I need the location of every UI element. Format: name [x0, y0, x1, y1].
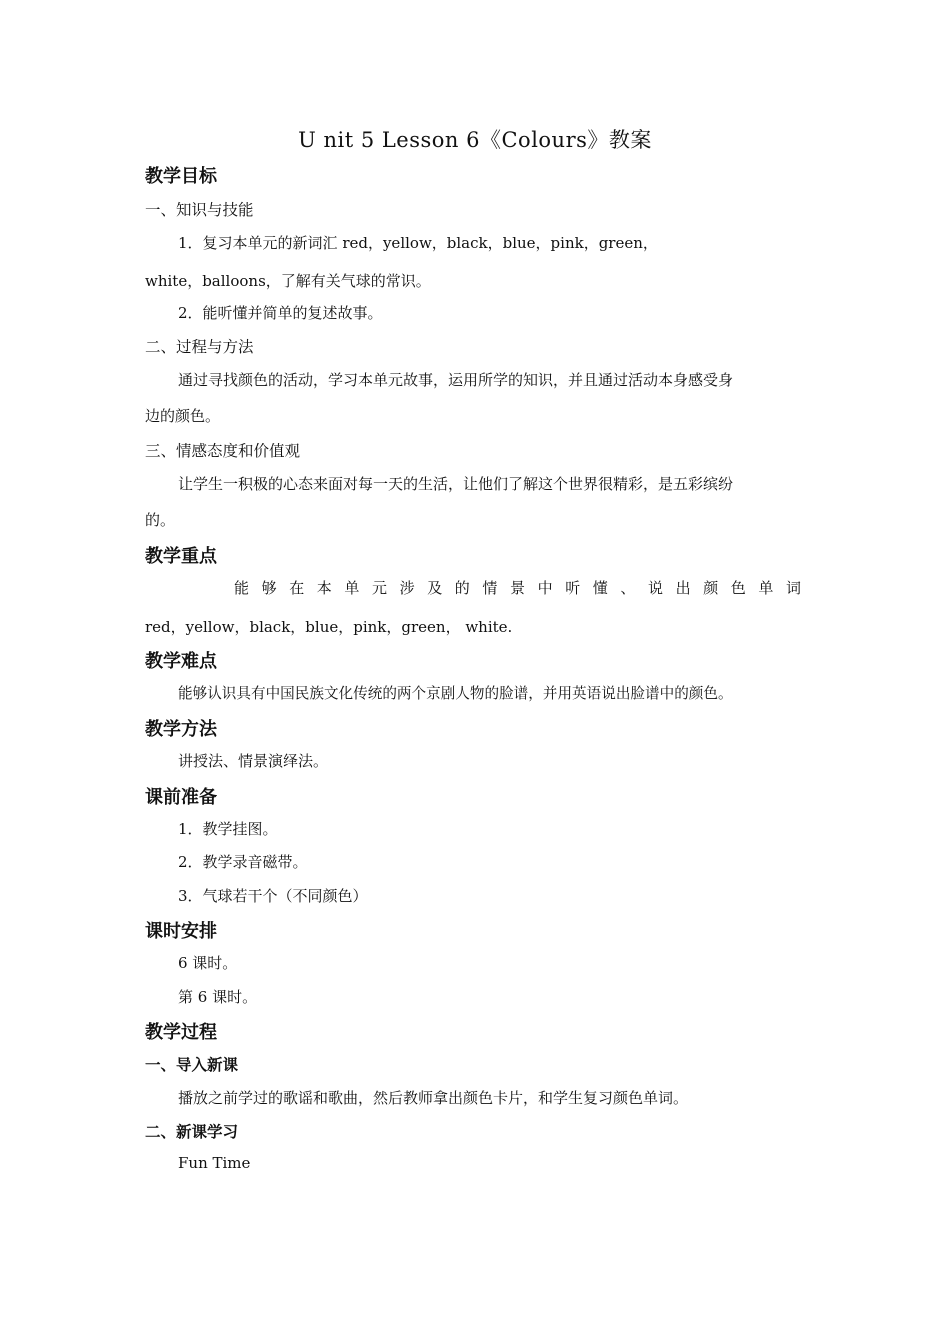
schedule-line-1: 6 课时。: [178, 954, 238, 972]
preparation-item-1: 1．教学挂图。: [178, 820, 278, 838]
introduction-line-1: 播放之前学过的歌谣和歌曲，然后教师拿出颜色卡片，和学生复习颜色单词。: [178, 1089, 689, 1107]
objective-item-1-line-2: white，balloons，了解有关气球的常识。: [145, 272, 431, 290]
process-methods-line-2: 边的颜色。: [145, 407, 221, 425]
subheading-new-lesson: 二、新课学习: [145, 1123, 239, 1141]
preparation-item-3: 3．气球若干个（不同颜色）: [178, 887, 368, 905]
heading-preparation: 课前准备: [145, 787, 217, 808]
objective-item-2: 2．能听懂并简单的复述故事。: [178, 304, 383, 322]
process-methods-line-1: 通过寻找颜色的活动，学习本单元故事，运用所学的知识，并且通过活动本身感受身: [178, 371, 734, 389]
document-title: U nit 5 Lesson 6《Colours》教案: [298, 128, 652, 152]
attitude-values-line-1: 让学生一积极的心态来面对每一天的生活，让他们了解这个世界很精彩，是五彩缤纷: [178, 475, 734, 493]
heading-key-points: 教学重点: [145, 546, 217, 567]
subheading-process-methods: 二、过程与方法: [145, 338, 254, 356]
heading-objectives: 教学目标: [145, 166, 217, 187]
attitude-values-line-2: 的。: [145, 511, 176, 529]
heading-process: 教学过程: [145, 1022, 217, 1043]
schedule-line-2: 第 6 课时。: [178, 988, 258, 1006]
preparation-item-2: 2．教学录音磁带。: [178, 853, 308, 871]
subheading-knowledge-skills: 一、知识与技能: [145, 201, 254, 219]
heading-schedule: 课时安排: [145, 921, 217, 942]
subheading-introduction: 一、导入新课: [145, 1056, 239, 1074]
heading-methods: 教学方法: [145, 719, 217, 740]
methods-line-1: 讲授法、情景演绎法。: [178, 752, 329, 770]
key-points-line-2: red，yellow，black，blue，pink，green， white.: [145, 618, 513, 636]
objective-item-1-line-1: 1．复习本单元的新词汇 red，yellow，black，blue，pink，green，: [178, 234, 658, 252]
new-lesson-line-1: Fun Time: [178, 1154, 251, 1172]
subheading-attitude-values: 三、情感态度和价值观: [145, 442, 301, 460]
difficulties-line-1: 能够认识具有中国民族文化传统的两个京剧人物的脸谱，并用英语说出脸谱中的颜色。: [178, 685, 733, 702]
heading-difficulties: 教学难点: [145, 651, 217, 672]
key-points-line-1: 能够在本单元涉及的情景中听懂、说出颜色单词: [234, 579, 814, 597]
